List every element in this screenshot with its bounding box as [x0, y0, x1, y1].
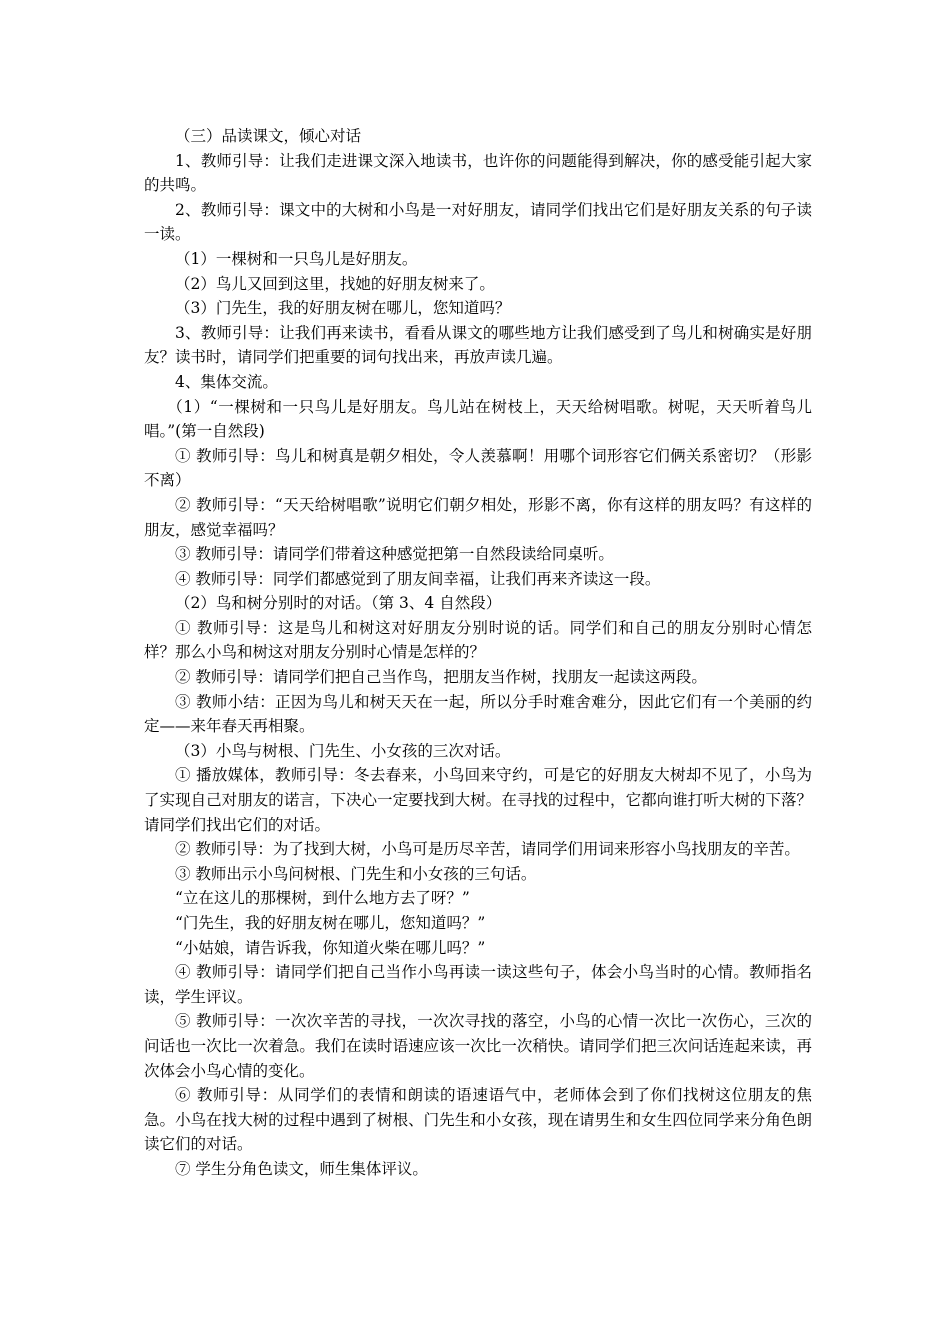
- paragraph: （1）“一棵树和一只鸟儿是好朋友。鸟儿站在树枝上，天天给树唱歌。树呢，天天听着鸟儿唱。”(第一自然段): [144, 397, 812, 441]
- paragraph: （3）小鸟与树根、门先生、小女孩的三次对话。: [175, 741, 511, 760]
- paragraph: ② 教师引导：为了找到大树，小鸟可是历尽辛苦，请同学们用词来形容小鸟找朋友的辛苦。: [175, 840, 800, 859]
- paragraph: ③ 教师小结：正因为鸟儿和树天天在一起，所以分手时难舍难分，因此它们有一个美丽的约定——来年春天再相聚。: [144, 692, 812, 736]
- paragraph: （2）鸟和树分别时的对话。（第 3、4 自然段）: [175, 594, 502, 613]
- paragraph: ④ 教师引导：同学们都感觉到了朋友间幸福，让我们再来齐读这一段。: [175, 569, 661, 588]
- paragraph: ③ 教师出示小鸟问树根、门先生和小女孩的三句话。: [175, 864, 537, 883]
- quote-line: “小姑娘，请告诉我，你知道火柴在哪儿吗？”: [175, 938, 486, 957]
- quote-line: “立在这儿的那棵树，到什么地方去了呀？”: [175, 889, 470, 908]
- paragraph: （1）一棵树和一只鸟儿是好朋友。: [175, 249, 418, 268]
- document-page: [144, 124, 812, 1182]
- paragraph: ② 教师引导：“天天给树唱歌”说明它们朝夕相处，形影不离，你有这样的朋友吗？有这样的朋友，感觉幸福吗？: [144, 495, 812, 539]
- paragraph: （3）门先生，我的好朋友树在哪儿，您知道吗？: [175, 299, 511, 318]
- paragraph: ③ 教师引导：请同学们带着这种感觉把第一自然段读给同桌听。: [175, 545, 614, 564]
- paragraph: 1、教师引导：让我们走进课文深入地读书，也许你的问题能得到解决，你的感受能引起大家的共鸣。: [144, 151, 812, 195]
- paragraph: ① 播放媒体，教师引导：冬去春来，小鸟回来守约，可是它的好朋友大树却不见了，小鸟为了实现自己对朋友的诺言，下决心一定要找到大树。在寻找的过程中，它都向谁打听大树的下落？请同学们找出它们的对话。: [144, 766, 812, 834]
- paragraph: ① 教师引导：这是鸟儿和树这对好朋友分别时说的话。同学们和自己的朋友分别时心情怎样？那么小鸟和树这对朋友分别时心情是怎样的？: [144, 618, 812, 662]
- section-heading: （三）品读课文，倾心对话: [175, 127, 362, 145]
- paragraph: 2、教师引导：课文中的大树和小鸟是一对好朋友，请同学们找出它们是好朋友关系的句子读一读。: [144, 200, 812, 244]
- paragraph: ⑦ 学生分角色读文，师生集体评议。: [175, 1159, 428, 1178]
- paragraph: ② 教师引导：请同学们把自己当作鸟，把朋友当作树，找朋友一起读这两段。: [175, 668, 707, 687]
- paragraph: ④ 教师引导：请同学们把自己当作小鸟再读一读这些句子，体会小鸟当时的心情。教师指名读，学生评议。: [144, 963, 812, 1006]
- paragraph: 3、教师引导：让我们再来读书，看看从课文的哪些地方让我们感受到了鸟儿和树确实是好朋友？读书时，请同学们把重要的词句找出来，再放声读几遍。: [144, 323, 812, 367]
- paragraph: ① 教师引导：鸟儿和树真是朝夕相处，令人羡慕啊！用哪个词形容它们俩关系密切？（形影不离）: [144, 446, 812, 490]
- paragraph: ⑥ 教师引导：从同学们的表情和朗读的语速语气中，老师体会到了你们找树这位朋友的焦急。小鸟在找大树的过程中遇到了树根、门先生和小女孩，现在请男生和女生四位同学来分角色朗读它们的对话。: [144, 1086, 812, 1154]
- quote-line: “门先生，我的好朋友树在哪儿，您知道吗？”: [175, 914, 486, 932]
- paragraph: ⑤ 教师引导：一次次辛苦的寻找，一次次寻找的落空，小鸟的心情一次比一次伤心，三次的问话也一次比一次着急。我们在读时语速应该一次比一次稍快。请同学们把三次问话连起来读，再次体会小鸟心情的变化。: [144, 1012, 812, 1080]
- paragraph: 4、集体交流。: [175, 372, 278, 391]
- paragraph: （2）鸟儿又回到这里，找她的好朋友树来了。: [175, 274, 495, 293]
